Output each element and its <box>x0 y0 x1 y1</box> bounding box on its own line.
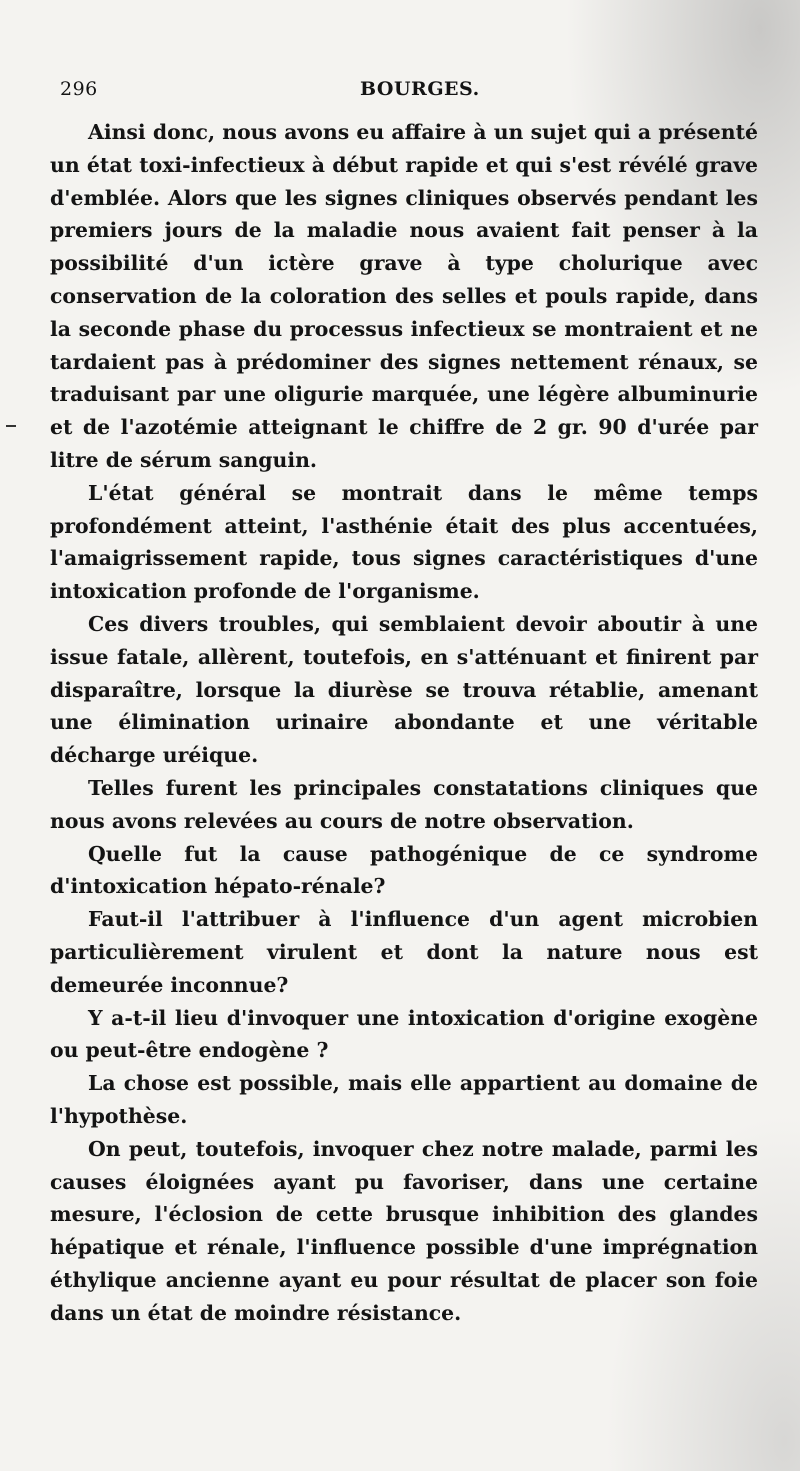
paragraph: Y a-t-il lieu d'invoquer une intoxication d'origine exogène ou peut-être endogène ? <box>50 1005 758 1063</box>
paragraph: Quelle fut la cause pathogénique de ce syndrome d'intoxication hépato-rénale? <box>50 841 758 899</box>
paragraph: Ces divers troubles, qui semblaient devoir aboutir à une issue fatale, allèrent, toutefois, en s'atténuant et finirent par disparaître, lorsque la diurèse se trouva rétablie, amenant une élimination urinaire abondante et une véritable décharge uréique. <box>50 611 758 768</box>
paragraph: Faut-il l'attribuer à l'influence d'un agent microbien particulièrement virulent et dont la nature nous est demeurée inconnue? <box>50 907 758 997</box>
paragraph: Ainsi donc, nous avons eu affaire à un sujet qui a présenté un état toxi-infectieux à début rapide et qui s'est révélé grave d'emblée. Alors que les signes cliniques observés pendant les premiers jours de la maladie nous avaient fait penser à la possibilité d'un ictère grave à type cholurique avec conservation de la coloration des selles et pouls rapide, dans la seconde phase du processus infectieux se montraient et ne tardaient pas à prédominer des signes nettement rénaux, se traduisant par une oligurie marquée, une légère albuminurie et de l'azotémie atteignant le chiffre de 2 gr. 90 d'urée par litre de sérum sanguin. <box>50 120 758 472</box>
body-text <box>50 116 758 1329</box>
paragraph: La chose est possible, mais elle appartient au domaine de l'hypothèse. <box>50 1071 758 1128</box>
margin-mark <box>6 425 16 427</box>
paragraph: L'état général se montrait dans le même temps profondément atteint, l'asthénie était des plus accentuées, l'amaigrissement rapide, tous signes caractéristiques d'une intoxication profonde de l'organisme. <box>50 480 758 604</box>
paragraph: Telles furent les principales constatations cliniques que nous avons relevées au cours de notre observation. <box>50 775 758 833</box>
page-header <box>60 78 750 108</box>
paragraph: On peut, toutefois, invoquer chez notre malade, parmi les causes éloignées ayant pu favoriser, dans une certaine mesure, l'éclosion de cette brusque inhibition des glandes hépatique et rénale, l'influence possible d'une imprégnation éthylique ancienne ayant eu pour résultat de placer son foie dans un état de moindre résistance. <box>50 1136 758 1325</box>
running-head: BOURGES. <box>360 78 480 100</box>
page-number: 296 <box>60 78 98 100</box>
